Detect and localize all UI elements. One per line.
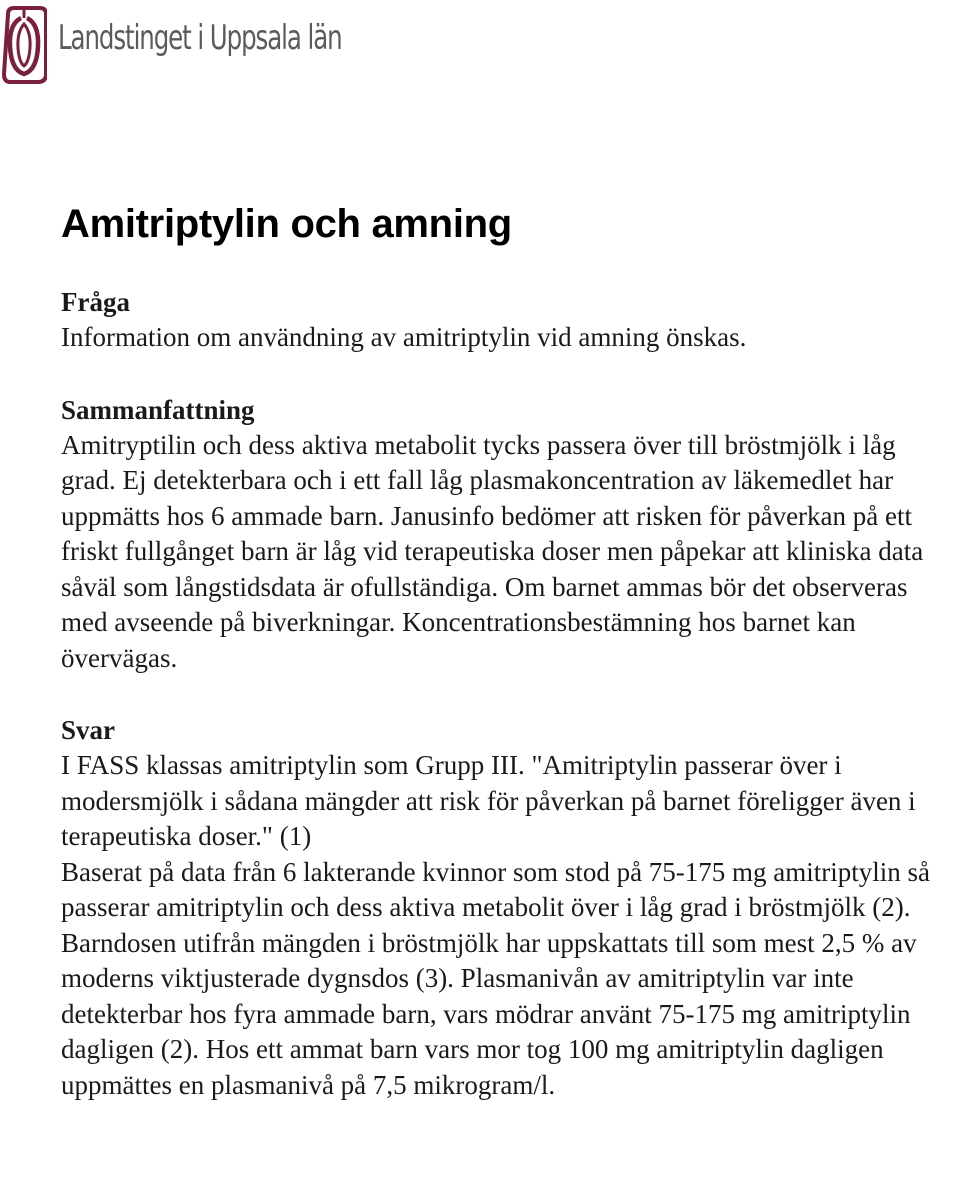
answer-paragraph-2: Baserat på data från 6 lakterande kvinnor som stod på 75-175 mg amitriptylin så passerar amitriptylin och dess aktiva metabolit över i låg grad i bröstmjölk (2). Barndosen utifrån mängden i bröstmjölk har uppskattats till som mest 2,5 % av moderns viktjusterade dygnsdos (3). Plasmanivån av amitriptylin var inte detekterbar hos fyra ammade barn, vars mödrar använt 75-175 mg amitriptylin dagligen (2). Hos ett ammat barn vars mor tog 100 mg amitriptylin dagligen uppmättes en plasmanivå på 7,5 mikrogram/l. <box>61 856 931 1100</box>
answer-section <box>61 712 941 1103</box>
organization-name: Landstinget i Uppsala län <box>58 18 342 58</box>
summary-text: Amitryptilin och dess aktiva metabolit tycks passera över till bröstmjölk i låg grad. Ej detekterbara och i ett fall låg plasmakoncentration av läkemedlet har uppmätts hos 6 ammade barn. Janusinfo bedömer att risken för påverkan på ett friskt fullgånget barn är låg vid terapeutiska doser men påpekar att kliniska data såväl som långstidsdata är ofullständiga. Om barnet ammas bör det observeras med avseende på biverkningar. Koncentrationsbestämning hos barnet kan övervägas. <box>61 429 924 673</box>
question-heading: Fråga <box>61 287 130 317</box>
article <box>61 196 941 1139</box>
summary-section <box>61 392 941 677</box>
summary-heading: Sammanfattning <box>61 394 255 425</box>
page-title: Amitriptylin och amning <box>61 202 512 246</box>
page-header <box>0 0 960 90</box>
answer-heading: Svar <box>61 715 115 745</box>
question-section <box>61 284 941 356</box>
question-text: Information om användning av amitriptylin vid amning önskas. <box>61 322 747 352</box>
answer-paragraph-1: I FASS klassas amitriptylin som Grupp III. "Amitriptylin passerar över i modersmjölk i sådana mängder att risk för påverkan på barnet föreligger även i terapeutiska doser." (1) <box>61 750 916 851</box>
county-council-logo-icon <box>1 4 47 84</box>
